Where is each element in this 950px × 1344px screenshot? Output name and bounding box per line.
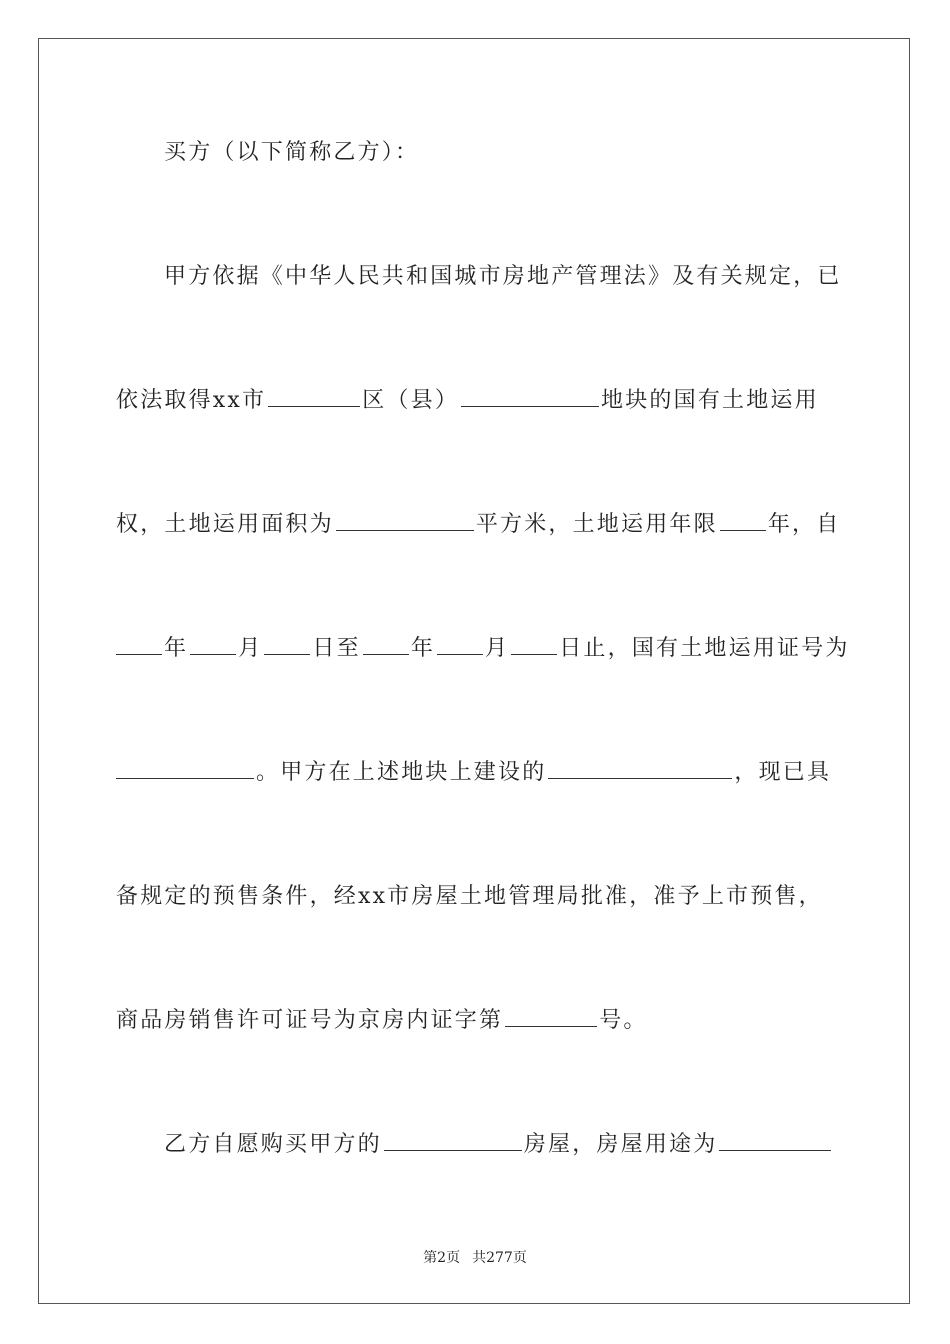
text: 房屋，房屋用途为 (523, 1132, 718, 1157)
text: 买方（以下简称乙方）： (164, 140, 420, 165)
fill-blank-start-year[interactable] (116, 634, 162, 655)
fill-blank-district[interactable] (268, 386, 360, 407)
text: 平方米，土地运用年限 (475, 512, 718, 537)
page-frame (38, 38, 910, 1304)
fill-blank-end-year[interactable] (363, 634, 409, 655)
text: 备规定的预售条件，经xx市房屋土地管理局批准，准予上市预售， (116, 884, 823, 909)
fill-blank-end-month[interactable] (437, 634, 483, 655)
text: ，现已具 (734, 760, 832, 785)
fill-blank-certificate-no[interactable] (116, 758, 254, 779)
fill-blank-project[interactable] (548, 758, 732, 779)
paragraph-line-2 (164, 262, 884, 292)
text: 权，土地运用面积为 (116, 512, 334, 537)
paragraph-line-7 (116, 882, 836, 912)
text: 商品房销售许可证号为京房内证字第 (116, 1008, 504, 1033)
fill-blank-plot[interactable] (461, 386, 599, 407)
paragraph-line-6 (116, 758, 836, 788)
paragraph-line-4 (116, 510, 841, 540)
fill-blank-start-month[interactable] (190, 634, 236, 655)
fill-blank-license-no[interactable] (505, 1006, 597, 1027)
text: 号。 (599, 1008, 648, 1033)
paragraph-line-3 (116, 386, 836, 416)
text: 年，自 (767, 512, 841, 537)
paragraph-line-5 (116, 634, 850, 664)
fill-blank-term[interactable] (720, 510, 766, 531)
text: 年 (164, 636, 189, 661)
fill-blank-start-day[interactable] (264, 634, 310, 655)
fill-blank-usage[interactable] (719, 1130, 831, 1151)
paragraph-line-8 (116, 1006, 836, 1036)
page-number: 第2页 (423, 1250, 461, 1266)
text: 依法取得xx市 (116, 388, 267, 413)
text: 年 (410, 636, 436, 661)
text: 乙方自愿购买甲方的 (164, 1132, 382, 1157)
text: 甲方依据《中华人民共和国城市房地产管理法》及有关规定，已 (164, 264, 842, 289)
text: 日至 (312, 636, 361, 661)
paragraph-line-1 (164, 138, 884, 168)
text: 。甲方在上述地块上建设的 (256, 760, 547, 785)
paragraph-line-9 (164, 1130, 884, 1160)
text: 区（县） (362, 388, 460, 413)
fill-blank-house[interactable] (384, 1130, 522, 1151)
page-footer (0, 1247, 950, 1267)
text: 地块的国有土地运用 (601, 388, 819, 413)
text: 日止，国有土地运用证号为 (559, 636, 850, 661)
fill-blank-area[interactable] (336, 510, 474, 531)
text: 月 (238, 636, 263, 661)
text: 月 (485, 636, 510, 661)
fill-blank-end-day[interactable] (511, 634, 557, 655)
page-total: 共277页 (472, 1250, 527, 1266)
